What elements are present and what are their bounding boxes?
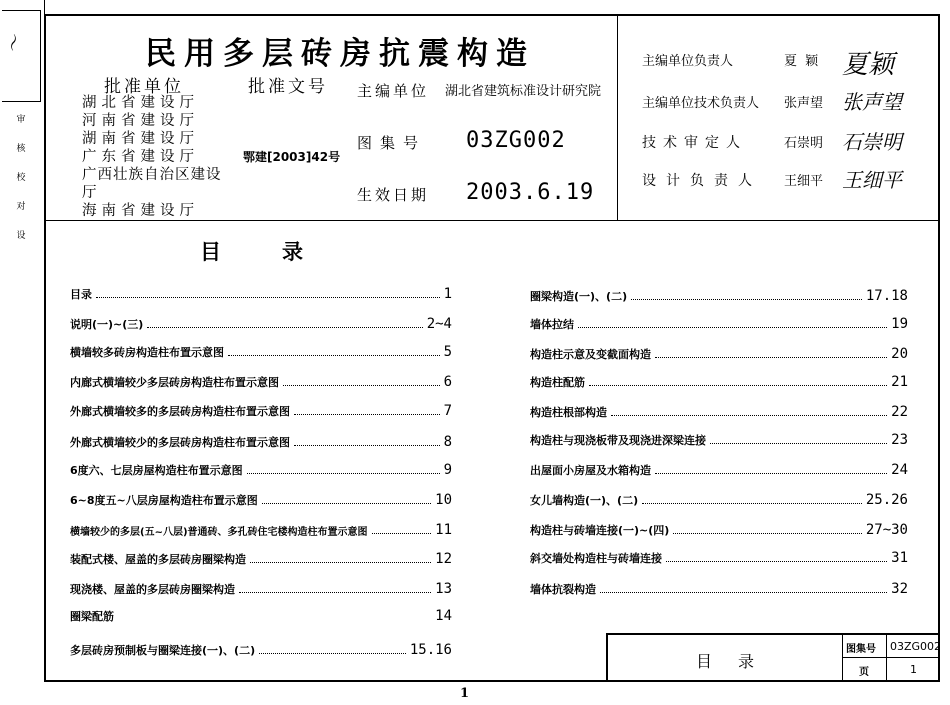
strip-label: 校 (16, 173, 26, 183)
toc-entry-title: 构造柱与砖墙连接(一)~(四) (530, 524, 670, 537)
toc-entry-title: 内廊式横墙较少多层砖房构造柱布置示意图 (70, 376, 279, 389)
province: 湖南省建设厅 (82, 131, 199, 147)
province: 湖北省建设厅 (82, 95, 199, 111)
editor-unit: 湖北省建筑标准设计研究院 (445, 84, 602, 99)
toc-leader (283, 384, 440, 386)
toc-leader (611, 414, 887, 416)
toc-entry-page: 32 (891, 581, 908, 597)
toc-entry-title: 说明(一)~(三) (70, 318, 144, 331)
signature: 夏颖 (842, 50, 895, 80)
toc-entry-page: 14 (435, 608, 452, 624)
toc-entry[interactable] (70, 368, 452, 390)
approve-unit-label: 批准单位 (104, 77, 184, 97)
toc-entry-page: 20 (891, 346, 908, 362)
toc-entry[interactable] (530, 282, 908, 304)
page-number: 1 (460, 686, 470, 701)
toc-leader (642, 502, 862, 504)
toc-leader (589, 384, 887, 386)
toc-entry-page: 23 (891, 432, 908, 448)
person-name: 石崇明 (784, 136, 824, 151)
toc-leader (118, 619, 431, 620)
toc-entry[interactable] (70, 602, 452, 624)
toc-entry-title: 女儿墙构造(一)、(二) (530, 494, 639, 507)
person-name: 王细平 (784, 174, 824, 189)
province: 广西壮族自治区建设厅 (82, 167, 222, 201)
toc-leader (655, 472, 887, 474)
strip-labels (2, 112, 40, 241)
page-title: 民用多层砖房抗震构造 (145, 36, 535, 72)
person-name: 张声望 (784, 96, 824, 111)
toc-entry-title: 6度六、七层房屋构造柱布置示意图 (70, 464, 243, 477)
toc-leader (666, 560, 887, 562)
toc-entry-title: 构造柱配筋 (530, 376, 585, 389)
province: 海南省建设厅 (82, 203, 199, 219)
strip-label: 设 (16, 231, 26, 241)
toc-entry[interactable] (70, 575, 452, 597)
strip-label: 核 (16, 144, 26, 154)
toc-entry-title: 构造柱与现浇板带及现浇进深梁连接 (530, 434, 706, 447)
page-cell: 1 (910, 663, 917, 676)
toc-entry-page: 27~30 (865, 522, 908, 538)
toc-entry[interactable] (70, 428, 452, 450)
toc-leader (250, 561, 431, 563)
toc-entry-page: 13 (435, 581, 452, 597)
role: 主编单位技术负责人 (642, 96, 760, 111)
atlas-no-cell: 03ZG002 (890, 640, 942, 653)
province: 广东省建设厅 (82, 149, 199, 165)
toc-entry-page: 1 (443, 286, 452, 302)
toc-entry[interactable] (530, 426, 908, 448)
toc-entry-page: 22 (891, 404, 908, 420)
toc-entry-title: 墙体拉结 (530, 318, 574, 331)
role: 设计负责人 (642, 173, 762, 189)
editor-unit-label: 主编单位 (357, 82, 430, 100)
title-block-divider (842, 635, 843, 682)
toc-leader (239, 591, 431, 593)
toc-leader (228, 354, 440, 356)
toc-entry-page: 7 (443, 403, 452, 419)
toc-entry-title: 横墙较多砖房构造柱布置示意图 (70, 346, 224, 359)
signature: 石崇明 (842, 130, 902, 154)
atlas-no-cell-label: 图集号 (846, 644, 876, 655)
province-list (82, 94, 232, 220)
toc-entry[interactable] (70, 545, 452, 567)
province: 河南省建设厅 (82, 113, 199, 129)
binding-strip (0, 0, 45, 241)
toc-entry-title: 圈梁配筋 (70, 610, 114, 623)
toc-entry[interactable] (70, 516, 452, 538)
toc-entry[interactable] (530, 340, 908, 362)
toc-entry-page: 21 (891, 374, 908, 390)
toc-entry[interactable] (530, 516, 908, 538)
strip-label: 审 (16, 115, 26, 125)
title-block-divider (886, 635, 887, 682)
toc-entry[interactable] (70, 397, 452, 419)
approve-doc-number: 鄂建[2003]42号 (243, 150, 341, 164)
toc-entry-title: 现浇楼、屋盖的多层砖房圈梁构造 (70, 583, 235, 596)
toc-entry-title: 多层砖房预制板与圈梁连接(一)、(二) (70, 644, 256, 657)
toc-entry-title: 斜交墙处构造柱与砖墙连接 (530, 552, 662, 565)
signature: 张声望 (842, 90, 902, 114)
effective-date-label: 生效日期 (357, 186, 430, 204)
toc-entry[interactable] (530, 368, 908, 390)
toc-entry[interactable] (70, 486, 452, 508)
toc-entry-page: 8 (443, 434, 452, 450)
toc-entry-page: 25.26 (865, 492, 908, 508)
toc-entry-title: 横墙较少的多层(五~八层)普通砖、多孔砖住宅楼构造柱布置示意图 (70, 527, 368, 538)
toc-entry-title: 墙体抗裂构造 (530, 583, 596, 596)
strip-label: 对 (16, 202, 26, 212)
toc-entry-page: 2~4 (426, 316, 452, 332)
toc-entry-page: 11 (435, 522, 452, 538)
atlas-no: 03ZG002 (466, 128, 566, 153)
toc-leader (262, 502, 431, 504)
effective-date: 2003.6.19 (466, 180, 595, 205)
toc-entry-title: 出屋面小房屋及水箱构造 (530, 464, 651, 477)
header-vertical-divider (617, 14, 618, 220)
strip-signature: ～ (2, 33, 27, 55)
approve-doc-label: 批准文号 (248, 77, 328, 97)
toc-leader (247, 472, 440, 474)
toc-entry[interactable] (70, 338, 452, 360)
toc-entry-title: 圈梁构造(一)、(二) (530, 290, 628, 303)
toc-entry-page: 17.18 (865, 288, 908, 304)
header-divider (44, 220, 940, 221)
toc-entry[interactable] (530, 310, 908, 332)
toc-entry-page: 6 (443, 374, 452, 390)
toc-entry[interactable] (530, 398, 908, 420)
toc-leader (96, 296, 440, 298)
toc-entry-title: 构造柱根部构造 (530, 406, 607, 419)
toc-entry-title: 目录 (70, 288, 92, 301)
toc-entry-title: 6~8度五~八层房屋构造柱布置示意图 (70, 494, 258, 507)
toc-leader (294, 413, 440, 415)
toc-entry[interactable] (530, 544, 908, 566)
toc-leader (631, 298, 862, 300)
toc-leader (372, 532, 432, 534)
atlas-no-label: 图集号 (357, 134, 427, 152)
title-block (606, 633, 940, 682)
toc-leader (259, 652, 406, 654)
toc-entry[interactable] (70, 280, 452, 302)
toc-entry-page: 15.16 (409, 642, 452, 658)
toc-entry[interactable] (530, 456, 908, 478)
toc-leader (710, 442, 887, 444)
toc-leader (294, 444, 440, 446)
role: 主编单位负责人 (642, 54, 734, 69)
toc-entry[interactable] (530, 486, 908, 508)
toc-entry-page: 10 (435, 492, 452, 508)
toc-title-a: 目 (200, 240, 221, 264)
title-block-name-a: 目 (696, 652, 713, 671)
role: 技术审定人 (642, 135, 747, 151)
toc-entry-page: 5 (443, 344, 452, 360)
toc-entry-title: 外廊式横墙较多的多层砖房构造柱布置示意图 (70, 405, 290, 418)
strip-signature-box (2, 10, 41, 102)
toc-entry[interactable] (70, 456, 452, 478)
toc-leader (578, 326, 887, 328)
toc-entry-page: 24 (891, 462, 908, 478)
toc-entry-title: 外廊式横墙较少的多层砖房构造柱布置示意图 (70, 436, 290, 449)
toc-entry-page: 12 (435, 551, 452, 567)
toc-entry-page: 31 (891, 550, 908, 566)
title-block-divider (842, 657, 940, 658)
toc-leader (673, 532, 862, 534)
toc-entry[interactable] (70, 310, 452, 332)
toc-entry-title: 装配式楼、屋盖的多层砖房圈梁构造 (70, 553, 246, 566)
toc-entry[interactable] (530, 575, 908, 597)
toc-entry[interactable] (70, 636, 452, 658)
signature: 王细平 (842, 168, 902, 192)
toc-entry-page: 9 (443, 462, 452, 478)
toc-leader (147, 326, 422, 328)
page-cell-label: 页 (859, 667, 869, 678)
toc-entry-page: 19 (891, 316, 908, 332)
toc-entry-title: 构造柱示意及变截面构造 (530, 348, 651, 361)
person-name: 夏 颖 (784, 54, 821, 69)
toc-leader (600, 591, 887, 593)
title-block-name-b: 录 (738, 652, 755, 671)
toc-title-b: 录 (282, 240, 303, 264)
toc-leader (655, 356, 887, 358)
